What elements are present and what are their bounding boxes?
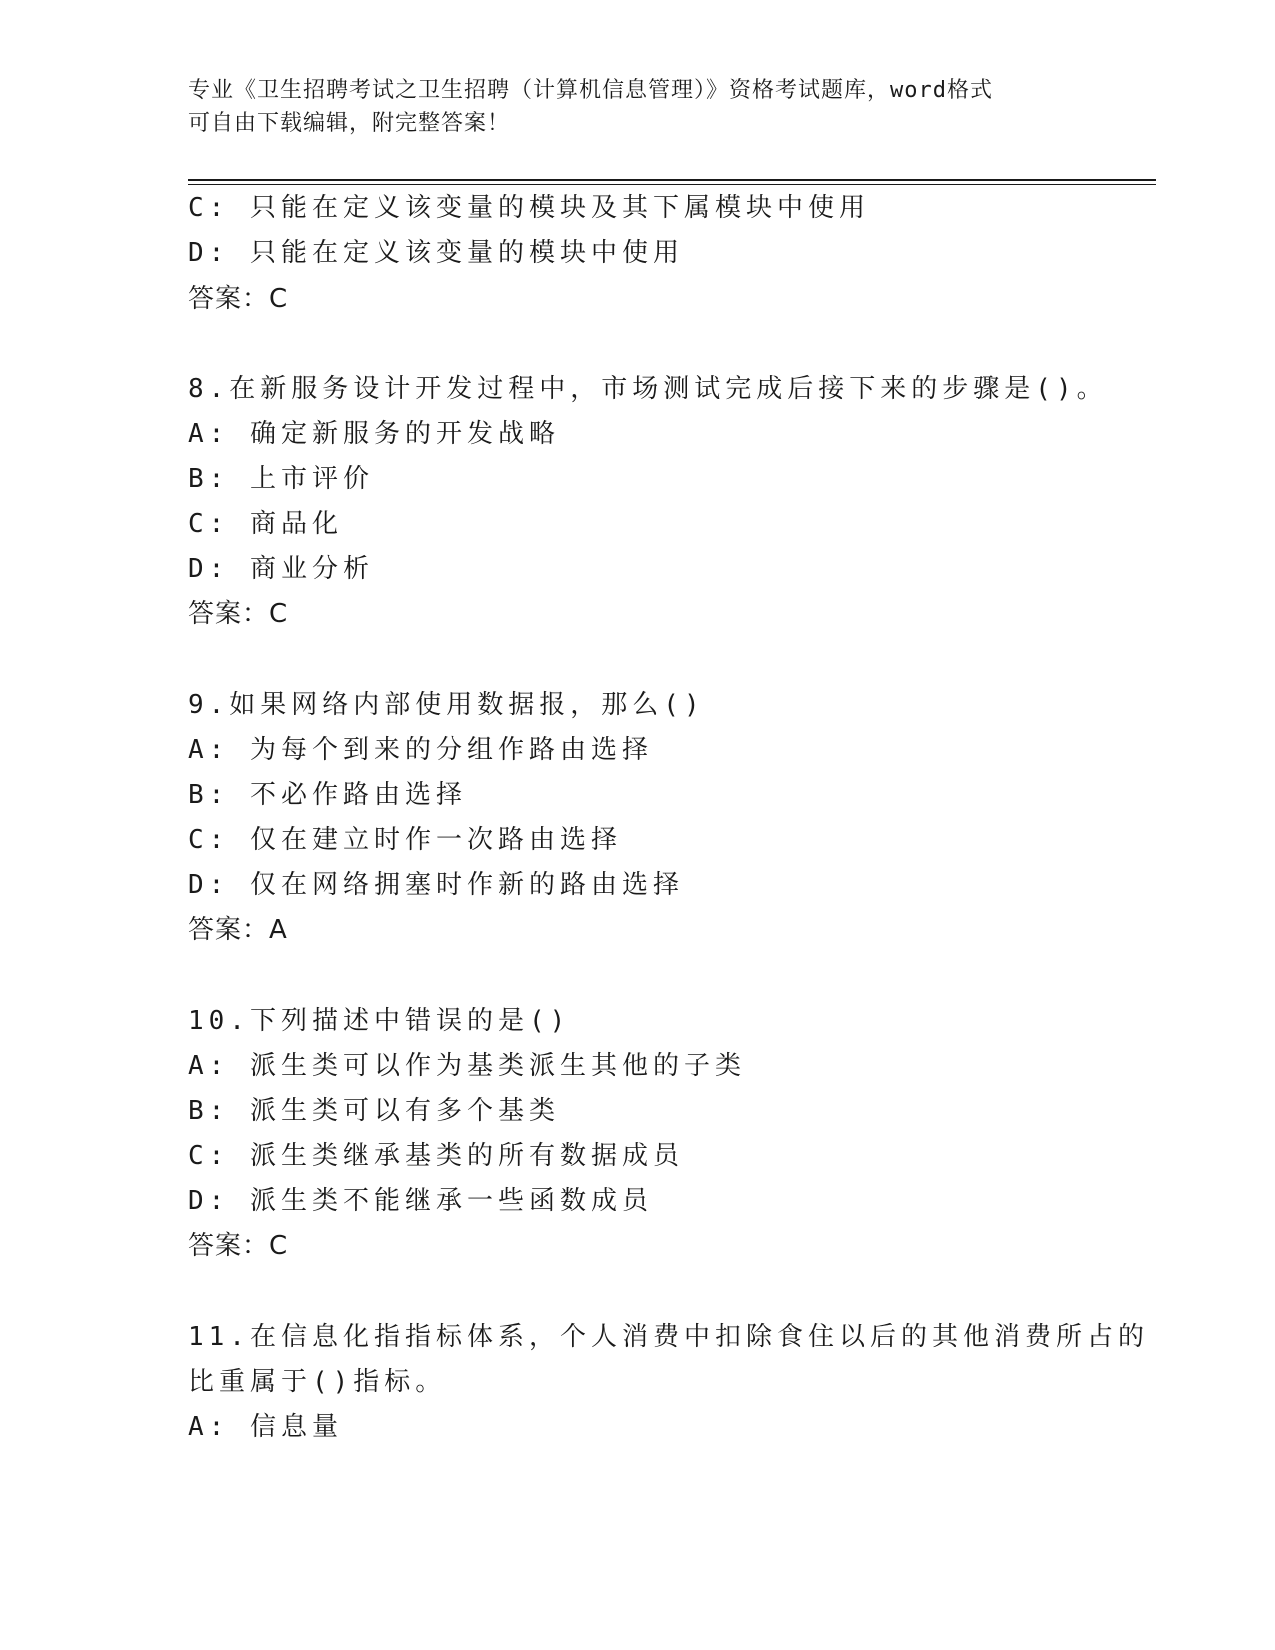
q11-option-a: A: 信息量 bbox=[188, 1412, 343, 1442]
q9-option-c: C: 仅在建立时作一次路由选择 bbox=[188, 825, 622, 855]
q9-answer: 答案：A bbox=[188, 915, 288, 945]
q7-answer: 答案：C bbox=[188, 284, 289, 314]
q10-answer: 答案：C bbox=[188, 1231, 289, 1261]
header-line-2: 可自由下载编辑，附完整答案！ bbox=[188, 111, 511, 136]
q9-stem: 9.如果网络内部使用数据报，那么() bbox=[188, 690, 705, 720]
document-header bbox=[188, 74, 1088, 140]
q11-stem-line-1: 11.在信息化指指标体系，个人消费中扣除食住以后的其他消费所占的 bbox=[188, 1322, 1149, 1352]
q8-option-b: B: 上市评价 bbox=[188, 464, 374, 494]
q7-option-c: C: 只能在定义该变量的模块及其下属模块中使用 bbox=[188, 193, 870, 223]
q10-stem: 10.下列描述中错误的是() bbox=[188, 1006, 571, 1036]
q8-option-d: D: 商业分析 bbox=[188, 554, 374, 584]
q9-option-a: A: 为每个到来的分组作路由选择 bbox=[188, 735, 653, 765]
q11-stem-line-2: 比重属于()指标。 bbox=[188, 1367, 447, 1397]
q10-option-c: C: 派生类继承基类的所有数据成员 bbox=[188, 1141, 684, 1171]
q7-option-d: D: 只能在定义该变量的模块中使用 bbox=[188, 238, 684, 268]
q8-answer: 答案：C bbox=[188, 599, 289, 629]
q10-option-d: D: 派生类不能继承一些函数成员 bbox=[188, 1186, 653, 1216]
q8-option-c: C: 商品化 bbox=[188, 509, 343, 539]
header-divider-thin bbox=[188, 184, 1156, 185]
q8-stem: 8.在新服务设计开发过程中，市场测试完成后接下来的步骤是()。 bbox=[188, 374, 1108, 404]
header-divider-thick bbox=[188, 179, 1156, 181]
q8-option-a: A: 确定新服务的开发战略 bbox=[188, 419, 560, 449]
q10-option-b: B: 派生类可以有多个基类 bbox=[188, 1096, 560, 1126]
header-line-1: 专业《卫生招聘考试之卫生招聘（计算机信息管理）》资格考试题库，word格式 bbox=[188, 78, 993, 103]
q9-option-b: B: 不必作路由选择 bbox=[188, 780, 467, 810]
q9-option-d: D: 仅在网络拥塞时作新的路由选择 bbox=[188, 870, 684, 900]
q10-option-a: A: 派生类可以作为基类派生其他的子类 bbox=[188, 1051, 746, 1081]
